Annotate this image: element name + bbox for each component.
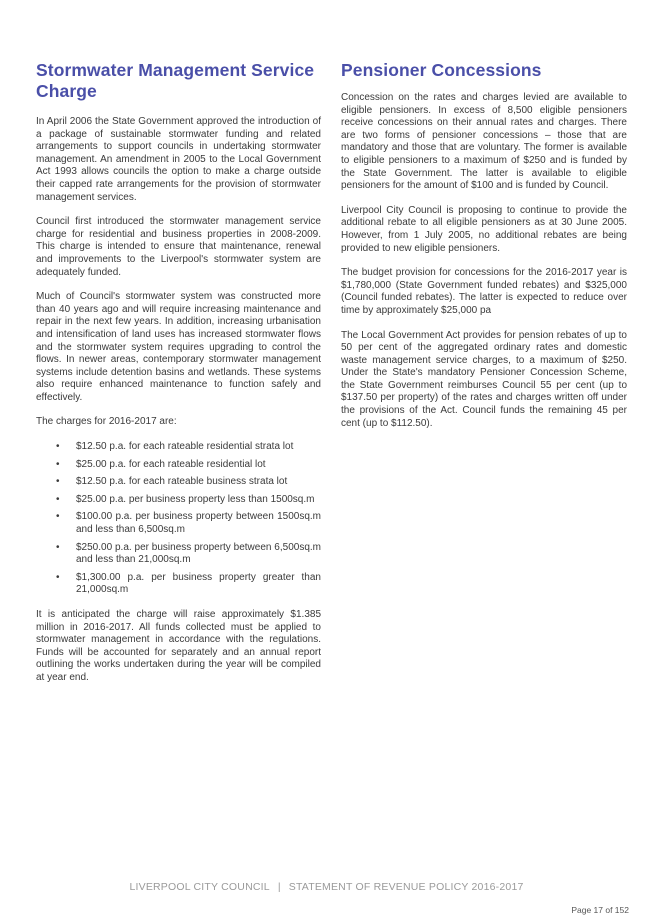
page-footer [0,881,653,893]
bullet-icon: • [56,476,60,488]
list-item: • $25.00 p.a. for each rateable residential lot [56,458,266,470]
page-number: Page 17 of 152 [571,905,629,915]
footer-doc-title: STATEMENT OF REVENUE POLICY 2016-2017 [288,881,524,893]
list-item: • $100.00 p.a. per business property between 1500sq.m and less than 6,500sq.m [56,511,321,536]
list-item: • $25.00 p.a. per business property less than 1500sq.m [56,493,315,505]
stormwater-paragraph-1: In April 2006 the State Government approved the introduction of a package of sustainable stormwater funding and related arrangements to support councils in undertaking stormwater management. An amendment in 2005 to the Local Government Act 1993 allows councils the option to make a charge outside their capped rate arrangements for the provision of stormwater management services. [36,116,321,203]
pensioner-paragraph-3: The budget provision for concessions for the 2016-2017 year is $1,780,000 (State Government funded rebates) and $325,000 (Council funded rebates). The latter is expected to reduce over time by approximately $25,000 pa [341,267,627,316]
bullet-icon: • [56,511,60,523]
right-column [341,60,627,442]
stormwater-paragraph-3: Much of Council's stormwater system was constructed more than 40 years ago and will require increasing maintenance and repair in the next few years. In addition, increasing urbanisation and intensification of land uses has increased stormwater flows and the stormwater system requires upgrading to control the flows. In newer areas, contemporary stormwater management systems include detention basins and wetlands. These systems also require enhanced maintenance to function safely and effectively. [36,291,321,403]
charges-list [36,441,321,597]
left-column [36,60,321,697]
stormwater-heading: Stormwater Management Service Charge [36,60,315,101]
list-item: • $12.50 p.a. for each rateable business strata lot [56,476,288,488]
stormwater-closing-paragraph: It is anticipated the charge will raise approximately $1.385 million in 2016-2017. All funds collected must be applied to stormwater management in accordance with the regulations. Funds will be accounted for separately and an annual report outlining the works undertaken during the year will be compiled at year end. [36,609,321,683]
bullet-icon: • [56,458,60,470]
pensioner-heading: Pensioner Concessions [341,60,542,80]
bullet-icon: • [56,541,60,553]
list-item: • $250.00 p.a. per business property between 6,500sq.m and less than 21,000sq.m [56,541,321,566]
pensioner-paragraph-4: The Local Government Act provides for pension rebates of up to 50 per cent of the aggregated ordinary rates and domestic waste management service charges, to a maximum of $250. Under the State's mandatory Pensioner Concession Scheme, the State Government reimburses Council 55 per cent (up to $137.50 per property) of the rates and charges written off under the provisions of the Act. Council funds the remaining 45 per cent (up to $112.50). [341,329,627,429]
pensioner-paragraph-1: Concession on the rates and charges levied are available to eligible pensioners. In excess of 8,500 eligible pensioners receive concessions on their annual rates and charges. There are two forms of pensioner concessions – those that are mandatory and those that are voluntary. The former is available to eligible pensioners to a maximum of $250 and is funded by the State Government. The latter is available to eligible pensioners for the amount of $100 and is funded by Council. [341,92,627,192]
list-item: • $1,300.00 p.a. per business property greater than 21,000sq.m [56,571,321,596]
stormwater-paragraph-2: Council first introduced the stormwater management service charge for residential and business properties in 2008-2009. This charge is intended to ensure that maintenance, renewal and improvements to the Liverpool's stormwater system are adequately funded. [36,216,321,278]
bullet-icon: • [56,493,60,505]
footer-org: LIVERPOOL CITY COUNCIL [129,881,270,893]
bullet-icon: • [56,441,60,453]
list-item: • $12.50 p.a. for each rateable residential strata lot [56,441,294,453]
bullet-icon: • [56,571,60,583]
pensioner-paragraph-2: Liverpool City Council is proposing to continue to provide the additional rebate to all eligible pensioners as at 30 June 2005. However, from 1 July 2005, no additional rebates are being provided to new eligible pensioners. [341,204,627,254]
footer-separator: | [277,881,281,893]
charges-intro: The charges for 2016-2017 are: [36,416,177,428]
